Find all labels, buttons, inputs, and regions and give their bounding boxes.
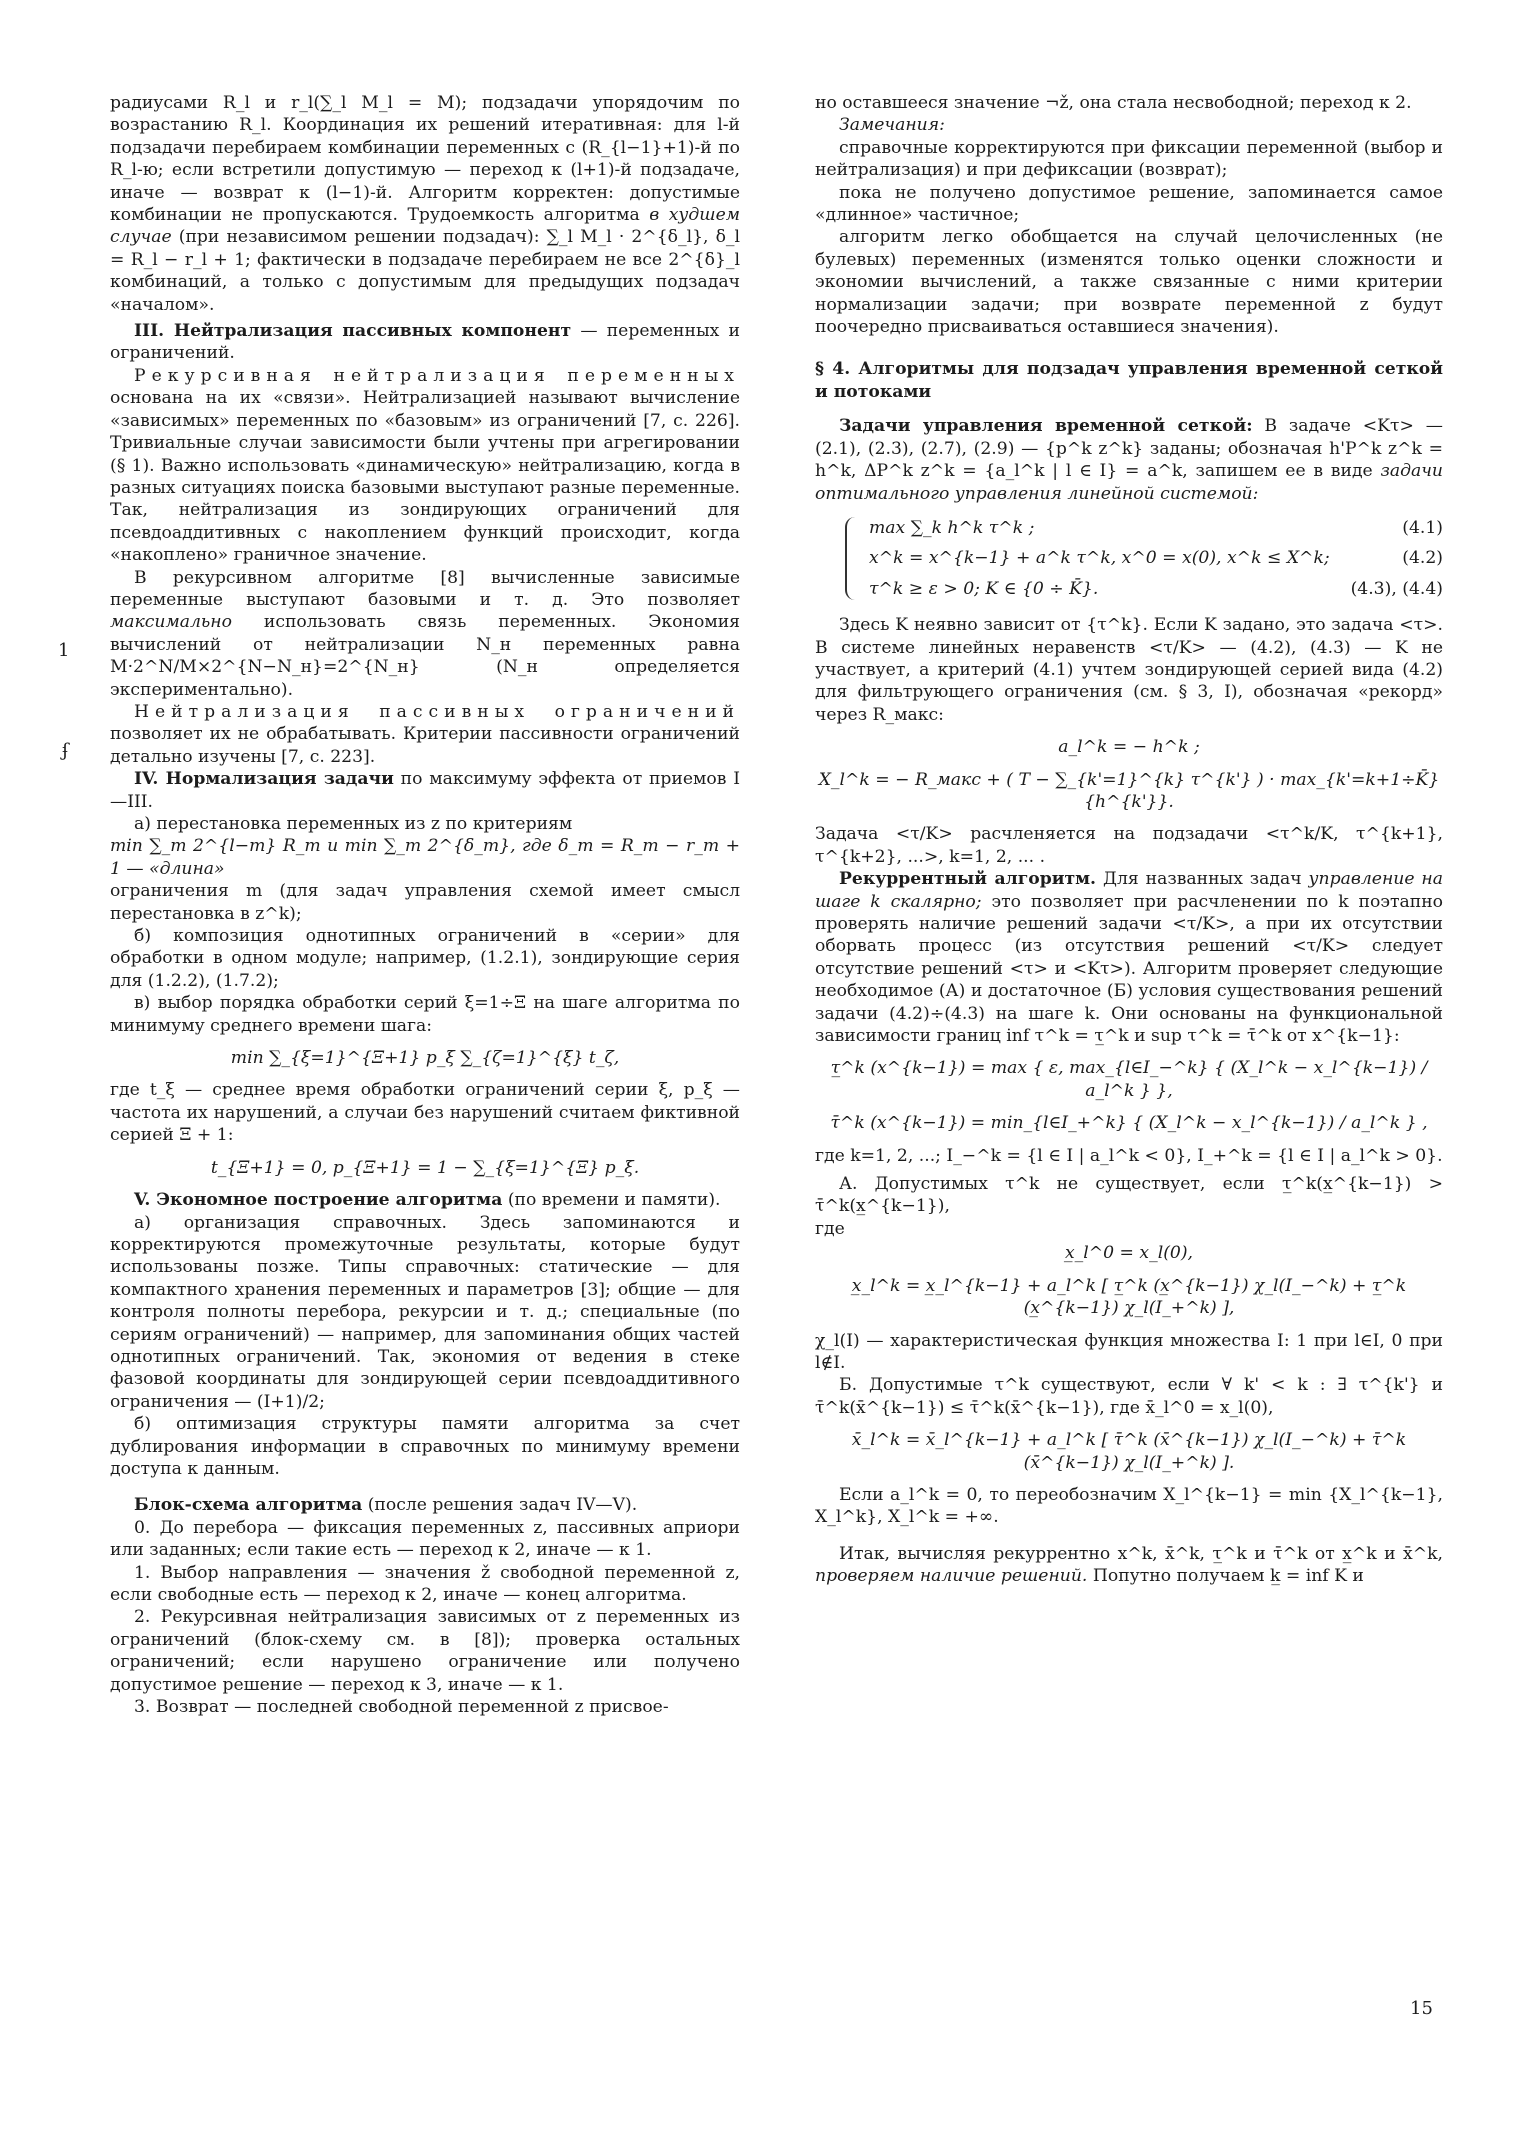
para-recursive-algorithm bbox=[110, 567, 740, 701]
step-2: 2. Рекурсивная нейтрализация зависимых от z переменных из ограничений (блок-схему см. в [8]); проверка остальных ограничений; если нарушено ограничение или получено допустимое решение — переход к 3, иначе — к 1. bbox=[110, 1607, 740, 1695]
step-0: 0. До перебора — фиксация переменных z, пассивных априори или заданных; если такие есть — переход к 2, иначе — к 1. bbox=[110, 1517, 740, 1561]
text-emphasis: проверяем наличие решений. bbox=[815, 1566, 1088, 1587]
equation: max ∑_k h^k τ^k ; bbox=[869, 517, 1035, 538]
formula: a_l^k = − h^k ; bbox=[1058, 737, 1200, 758]
list-item-a: а) организация справочных. Здесь запоминаются и корректируются промежуточные результаты, которые будут использованы позже. Типы справочных: статические — для компактного хранения переменных и параметров [3]; общие — для контроля полноты перебора, рекурсии и т. д.; специальные (по сериям ограничений) — например, для запоминания общих частей однотипных ограничений. Так, экономия от ведения в стеке фазовой координаты для зондирующей серии псевдоаддитивного ограничения — (I+1)/2; bbox=[110, 1212, 740, 1412]
list-item-b: б) композиция однотипных ограничений в «серии» для обработки в одном модуле; например, (1.2.1), зондирующие серия для (1.2.2), (1.7.2); bbox=[110, 926, 740, 991]
formula: min ∑_{ξ=1}^{Ξ+1} p_ξ ∑_{ζ=1}^{ξ} t_ζ, bbox=[230, 1048, 620, 1069]
text: по максимуму эффекта от приемов I—III. bbox=[110, 769, 741, 812]
note: алгоритм легко обобщается на случай целочисленных (не булевых) переменных (изменятся только оценки сложности и экономии вычислений, а также связанные с ними критерии нормализации задачи; при возврате переменной z будут поочередно присваиваться оставшиеся значения). bbox=[815, 227, 1443, 338]
right-column bbox=[815, 92, 1443, 1588]
spaced-term: Нейтрализация пассивных ограничений bbox=[134, 701, 740, 722]
section-IV bbox=[110, 768, 740, 813]
list-item-c: в) выбор порядка обработки серий ξ=1÷Ξ на шаге алгоритма по минимуму среднего времени шага: bbox=[110, 993, 740, 1036]
text: Попутно получаем k̲ = inf K и bbox=[1092, 1566, 1364, 1587]
equation-number: (4.1) bbox=[1402, 517, 1443, 538]
note: пока не получено допустимое решение, запоминается самое «длинное» частичное; bbox=[815, 182, 1443, 226]
list-item-b: б) оптимизация структуры памяти алгоритма за счет дублирования информации в справочных по минимуму времени доступа к данным. bbox=[110, 1414, 740, 1479]
condition-A: А. Допустимых τ^k не существует, если τ̲^k(x̲^{k−1}) > τ̄^k(x̲^{k−1}), bbox=[815, 1174, 1443, 1217]
section-title: III. Нейтрализация пассивных компонент bbox=[134, 321, 572, 342]
equation-system bbox=[845, 517, 1443, 600]
section-title: IV. Нормализация задачи bbox=[134, 769, 394, 790]
formula: min ∑_m 2^{l−m} R_m и min ∑_m 2^{δ_m}, где δ_m = R_m − r_m + 1 — «длина» bbox=[110, 836, 740, 879]
step-1: 1. Выбор направления — значения ž свободной переменной z, если свободные есть — переход к 2, иначе — конец алгоритма. bbox=[110, 1562, 740, 1605]
para-passive-constraints bbox=[110, 701, 740, 768]
spaced-term: Рекурсивная нейтрализация переменных bbox=[134, 365, 740, 386]
text: (по времени и памяти). bbox=[507, 1190, 721, 1211]
text-emphasis: задачи оптимального управления линейной системой: bbox=[815, 461, 1443, 504]
text: Итак, вычисляя рекуррентно x^k, x̄^k, τ̲^k и τ̄^k от x̲^k и x̄^k, bbox=[839, 1543, 1443, 1564]
text: но оставшееся значение ¬ž, она стала несвободной; переход к 2. bbox=[815, 93, 1412, 113]
section-heading: § 4. Алгоритмы для подзадач управления временной сеткой и потоками bbox=[815, 359, 1443, 402]
paragraph-title: Задачи управления временной сеткой: bbox=[839, 416, 1253, 437]
notes-title: Замечания: bbox=[839, 115, 945, 136]
formula: t_{Ξ+1} = 0, p_{Ξ+1} = 1 − ∑_{ξ=1}^{Ξ} p_ξ. bbox=[210, 1157, 640, 1178]
text-emphasis: максимально bbox=[110, 612, 232, 633]
equation: x^k = x^{k−1} + a^k τ^k, x^0 = x(0), x^k ≤ X^k; bbox=[869, 548, 1330, 569]
text: Для названных задач bbox=[1102, 869, 1302, 890]
note: справочные корректируются при фиксации переменной (выбор и нейтрализация) и при дефиксации (возврат); bbox=[815, 137, 1443, 181]
para-conclusion bbox=[815, 1543, 1443, 1588]
formula: x̲_l^0 = x_l(0), bbox=[1064, 1243, 1194, 1264]
text: основана на их «связи». Нейтрализацией называют вычисление «зависимых» переменных по «базовым» из ограничений [7, с. 226]. Тривиальные случаи зависимости были учтены при агрегировании (§ 1). Важно использовать «динамическую» нейтрализацию, когда в разных ситуациях поиска базовыми выступают разные переменные. Так, нейтрализация из зондирующих ограничений для псевдоаддитивных с накоплением функций происходит, когда «накоплено» граничное значение. bbox=[110, 388, 740, 566]
formula: x̲_l^k = x̲_l^{k−1} + a_l^k [ τ̲^k (x̲^{k−1}) χ_l(I_−^k) + τ̲^k (x̲^{k−1}) χ_l(I_+^k) ], bbox=[851, 1275, 1407, 1319]
text: (после решения задач IV—V). bbox=[367, 1495, 638, 1516]
text: В задаче <Kτ> — (2.1), (2.3), (2.7), (2.9) — {p^k z^k} заданы; обозначая h'P^k z^k = h^k, ΔP^k z^k = {a_l^k | l ∈ I} = a^k, запишем ее в виде bbox=[815, 416, 1443, 482]
para-intro bbox=[110, 92, 740, 316]
section-title: Блок-схема алгоритма bbox=[134, 1495, 363, 1516]
block-scheme bbox=[110, 1494, 740, 1516]
left-column bbox=[110, 92, 740, 1718]
text-emphasis: в худшем случае bbox=[110, 205, 740, 248]
formula: X_l^k = − R_макс + ( T − ∑_{k'=1}^{k} τ^{k'} ) · max_{k'=k+1÷K̄} {h^{k'}}. bbox=[818, 769, 1440, 812]
paragraph-title: Рекуррентный алгоритм. bbox=[839, 869, 1097, 890]
text-emphasis: управление на шаге k скалярно; bbox=[815, 869, 1443, 912]
list-item-a: а) перестановка переменных из z по критериям bbox=[134, 814, 573, 834]
section-title: V. Экономное построение алгоритма bbox=[134, 1190, 503, 1211]
text: В рекурсивном алгоритме [8] вычисленные зависимые переменные выступают базовыми и т. д. Это позволяет bbox=[110, 567, 740, 610]
formula: x̄_l^k = x̄_l^{k−1} + a_l^k [ τ̄^k (x̄^{k−1}) χ_l(I_−^k) + τ̄^k (x̄^{k−1}) χ_l(I_+^k) ]. bbox=[851, 1430, 1407, 1473]
condition-B: Б. Допустимые τ^k существуют, если ∀ k' < k : ∃ τ^{k'} и τ̄^k(x̄^{k−1}) ≤ τ̄^k(x̄^{k−1}), где x̄_l^0 = x_l(0), bbox=[815, 1375, 1443, 1418]
text: радиусами R_l и r_l(∑_l M_l = M); подзадачи упорядочим по возрастанию R_l. Координация их решений итеративная: для l-й подзадачи перебираем комбинации переменных с (R_{l−1}+1)-й по R_l-ю; если встретили допустимую — переход к (l+1)-й подзадаче, иначе — возврат к (l−1)-й. Алгоритм корректен: допустимые комбинации не пропускаются. Трудоемкость алгоритма bbox=[110, 93, 740, 226]
text: это позволяет при расчленении по k поэтапно проверять наличие решений задачи <τ/K>, а при их отсутствии оборвать процесс (из отсутствия решений <τ/K> следует отсутствие решений <τ> и <Kτ>). Алгоритм проверяет следующие необходимое (А) и достаточное (Б) условия существования решений задачи (4.2)÷(4.3) на шаге k. Они основаны на функциональной зависимости границ inf τ^k = τ̲^k и sup τ^k = τ̄^k от x^{k−1}: bbox=[815, 891, 1443, 1047]
equation: τ^k ≥ ε > 0; K ∈ {0 ÷ K̄}. bbox=[869, 578, 1099, 599]
formula: τ̄^k (x^{k−1}) = min_{l∈I_+^k} { (X_l^k − x_l^{k−1}) / a_l^k } , bbox=[830, 1113, 1428, 1134]
equation-number: (4.3), (4.4) bbox=[1350, 578, 1443, 599]
text: — переменных и ограничений. bbox=[110, 321, 740, 364]
section-III bbox=[110, 320, 740, 365]
equation-number: (4.2) bbox=[1402, 548, 1443, 569]
margin-mark: 1 bbox=[58, 640, 70, 661]
para-recurrent-algorithm bbox=[815, 868, 1443, 1047]
text: (при независимом решении подзадач): ∑_l M_l · 2^{δ_l}, δ_l = R_l − r_l + 1; фактически в подзадаче перебираем не все 2^{δ}_l комбинаций, а только с допустимым для предыдущих подзадач «началом». bbox=[110, 227, 741, 315]
step-3: 3. Возврат — последней свободной переменной z присвое- bbox=[134, 1697, 669, 1718]
page-number: 15 bbox=[1410, 1998, 1433, 2019]
text: использовать связь переменных. Экономия вычислений от нейтрализации N_н переменных равна M·2^N/M×2^{N−N_н}=2^{N_н} (N_н определяется экспериментально). bbox=[110, 612, 740, 700]
text: χ_l(I) — характеристическая функция множества I: 1 при l∈I, 0 при l∉I. bbox=[815, 1330, 1443, 1373]
formula: τ̲^k (x^{k−1}) = max { ε, max_{l∈I_−^k} { (X_l^k − x_l^{k−1}) / a_l^k } }, bbox=[830, 1058, 1428, 1101]
text: Здесь K неявно зависит от {τ^k}. Если K задано, это задача <τ>. В системе линейных неравенств <τ/K> — (4.2), (4.3) — K не участвует, а критерий (4.1) учтем зондирующей серией вида (4.2) для фильтрующего ограничения (см. § 3, I), обозначая «рекорд» через R_макс: bbox=[815, 615, 1443, 725]
text: Если a_l^k = 0, то переобозначим X_l^{k−1} = min {X_l^{k−1}, X_l^k}, X_l^k = +∞. bbox=[815, 1484, 1443, 1528]
formula-text: где k=1, 2, ...; I_−^k = {l ∈ I | a_l^k < 0}, I_+^k = {l ∈ I | a_l^k > 0}. bbox=[815, 1145, 1443, 1166]
section-V bbox=[110, 1189, 740, 1211]
para-recursive-neutralization bbox=[110, 365, 740, 567]
text: Задача <τ/K> расчленяется на подзадачи <τ^k/K, τ^{k+1}, τ^{k+2}, ...>, k=1, 2, ... . bbox=[815, 824, 1443, 867]
text: ограничения m (для задач управления схемой имеет смысл перестановка в z^k); bbox=[110, 881, 740, 924]
text: где bbox=[815, 1218, 845, 1239]
text: где t_ξ — среднее время обработки ограничений серии ξ, p_ξ — частота их нарушений, а случаи без нарушений считаем фиктивной серией Ξ + 1: bbox=[110, 1080, 740, 1146]
margin-mark: ʄ bbox=[62, 740, 69, 761]
text: позволяет их не обрабатывать. Критерии пассивности ограничений детально изучены [7, с. 223]. bbox=[110, 724, 740, 767]
para-time-grid bbox=[815, 415, 1443, 505]
